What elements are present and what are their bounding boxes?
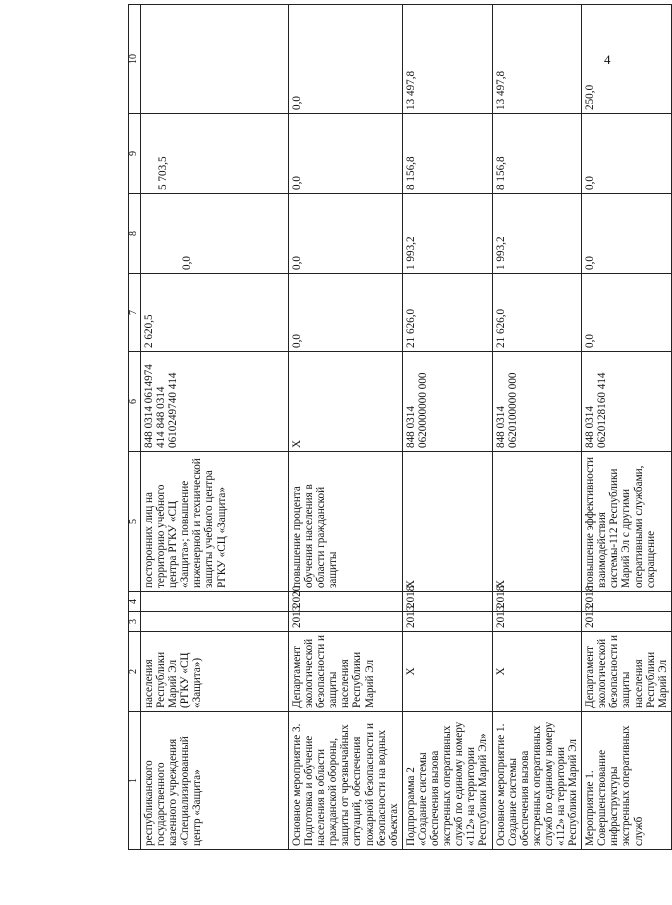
end-year-cell: 2020: [289, 592, 403, 612]
budget-code-cell: [289, 352, 403, 452]
expected-result-cell: повышение эффективности взаимодействия системы-112 Республики Марий Эл с другими оперативными службами, сокращение: [582, 452, 672, 592]
column-header: 4: [129, 592, 141, 612]
column-header: 9: [129, 114, 141, 194]
amount-year1-cell: [492, 194, 582, 274]
amount-value: 2 620,5: [143, 314, 155, 348]
table-row: [402, 5, 492, 850]
budget-code-cell: [492, 352, 582, 452]
expected-result-cell: X: [492, 452, 582, 592]
column-header: 1: [129, 712, 141, 850]
amount-value: 8 156,8: [404, 156, 417, 190]
budget-code-cell: [141, 352, 289, 452]
program-table: [128, 4, 672, 850]
amount-year3-cell: [141, 5, 289, 114]
amount-value: 1 993,2: [404, 236, 417, 270]
page-number: 4: [604, 52, 611, 67]
amount-year1-cell: [141, 194, 289, 274]
start-year-cell: 2013: [582, 612, 672, 632]
end-year-cell: 2018: [402, 592, 492, 612]
amount-year2-cell: [492, 114, 582, 194]
measure-name-cell: Основное мероприятие 3. Подготовка и обучение населения в области гражданской обороны, защиты от чрезвычайных ситуаций, обеспечения пожарной безопасности и безопасности на водных объектах: [289, 712, 403, 850]
column-header: 10: [129, 5, 141, 114]
column-header: 2: [129, 632, 141, 712]
table-row: [289, 5, 403, 850]
amount-value: 21 626,0: [494, 308, 507, 348]
column-header: 5: [129, 452, 141, 592]
amount-value: 0,0: [584, 334, 597, 348]
table-row: [492, 5, 582, 850]
budget-code-line: 0620100000 000: [506, 372, 519, 448]
budget-code-cell: [582, 352, 672, 452]
amount-value: 0,0: [584, 256, 597, 270]
budget-code-line: 0614974 414: [143, 364, 168, 448]
amount-value: 250,0: [584, 84, 597, 110]
measure-name-cell: Подпрограмма 2 «Создание системы обеспечения вызова экстренных оперативных служб по единому номеру «112» на территории Республики Марий Эл»: [402, 712, 492, 850]
amount-year1-cell: [289, 194, 403, 274]
amount-year3-cell: [492, 5, 582, 114]
start-year-cell: 2013: [289, 612, 403, 632]
column-header: 6: [129, 352, 141, 452]
amount-year2-cell: [289, 114, 403, 194]
column-header: 3: [129, 612, 141, 632]
amount-value: 8 156,8: [494, 156, 507, 190]
amount-value: 1 993,2: [494, 236, 507, 270]
amount-value: 21 626,0: [404, 308, 417, 348]
end-year-cell: [141, 592, 289, 612]
budget-code-line: 0620000000 000: [416, 372, 429, 448]
expected-result-cell: повышение процента обучения населения в области гражданской защиты: [289, 452, 403, 592]
amount-total-cell: [141, 274, 289, 352]
start-year-cell: 2013: [402, 612, 492, 632]
amount-total-cell: [289, 274, 403, 352]
budget-code-cell: [402, 352, 492, 452]
amount-year2-cell: [582, 114, 672, 194]
table-row: [582, 5, 672, 850]
amount-value: 5 703,5: [157, 156, 169, 190]
expected-result-cell: посторонних лиц на территорию учебного центра РГКУ «СЦ «Защита»; повышение инженерной и технической защиты учебного центра РГКУ «СЦ «Защита»: [141, 452, 289, 592]
budget-code-line: 0610249740 414: [167, 372, 180, 448]
budget-code-line: 848 0314: [584, 406, 597, 448]
end-year-cell: 2018: [582, 592, 672, 612]
rotated-table-container: [128, 5, 669, 850]
amount-value: 0,0: [291, 96, 303, 110]
executor-cell: Департамент экологической безопасности и защиты населения Республики Марий Эл: [582, 632, 672, 712]
start-year-cell: [141, 612, 289, 632]
amount-year3-cell: [582, 5, 672, 114]
budget-code-line: 848 0314: [155, 386, 168, 429]
executor-cell: X: [492, 632, 582, 712]
executor-cell: X: [402, 632, 492, 712]
budget-code-line: 848 0314: [143, 406, 155, 448]
budget-code-line: 848 0314: [494, 406, 507, 448]
amount-value: 0,0: [291, 334, 303, 348]
amount-year2-cell: [402, 114, 492, 194]
amount-year3-cell: [402, 5, 492, 114]
amount-value: 0,0: [181, 256, 193, 270]
amount-total-cell: [582, 274, 672, 352]
amount-year1-cell: [582, 194, 672, 274]
executor-cell: населения Республики Марий Эл (РГКУ «СЦ «Защита»): [141, 632, 289, 712]
expected-result-cell: X: [402, 452, 492, 592]
column-header: 8: [129, 194, 141, 274]
table-row: [141, 5, 289, 850]
measure-name-cell: Мероприятие 1. Совершенствование инфраструктуры экстренных оперативных служб: [582, 712, 672, 850]
amount-total-cell: [402, 274, 492, 352]
measure-name-cell: республиканского государственного казенного учреждения «Специализированный центр «Защита»: [141, 712, 289, 850]
amount-total-cell: [492, 274, 582, 352]
amount-value: 0,0: [291, 256, 303, 270]
column-number-row: [129, 5, 141, 850]
amount-value: 0,0: [291, 176, 303, 190]
amount-value: 0,0: [584, 176, 597, 190]
start-year-cell: 2013: [492, 612, 582, 632]
budget-code-line: 848 0314: [404, 406, 417, 448]
column-header: 7: [129, 274, 141, 352]
amount-value: 13 497,8: [404, 70, 417, 110]
amount-year2-cell: [141, 114, 289, 194]
amount-year3-cell: [289, 5, 403, 114]
budget-code-line: 0620128160 414: [596, 372, 609, 448]
amount-value: 13 497,8: [494, 70, 507, 110]
budget-code-line: X: [291, 439, 303, 448]
amount-year1-cell: [402, 194, 492, 274]
end-year-cell: 2018: [492, 592, 582, 612]
executor-cell: Департамент экологической безопасности и защиты населения Республики Марий Эл: [289, 632, 403, 712]
measure-name-cell: Основное мероприятие 1. Создание системы обеспечения вызова экстренных оперативных служб по единому номеру «112» на территории Республики Марий Эл: [492, 712, 582, 850]
